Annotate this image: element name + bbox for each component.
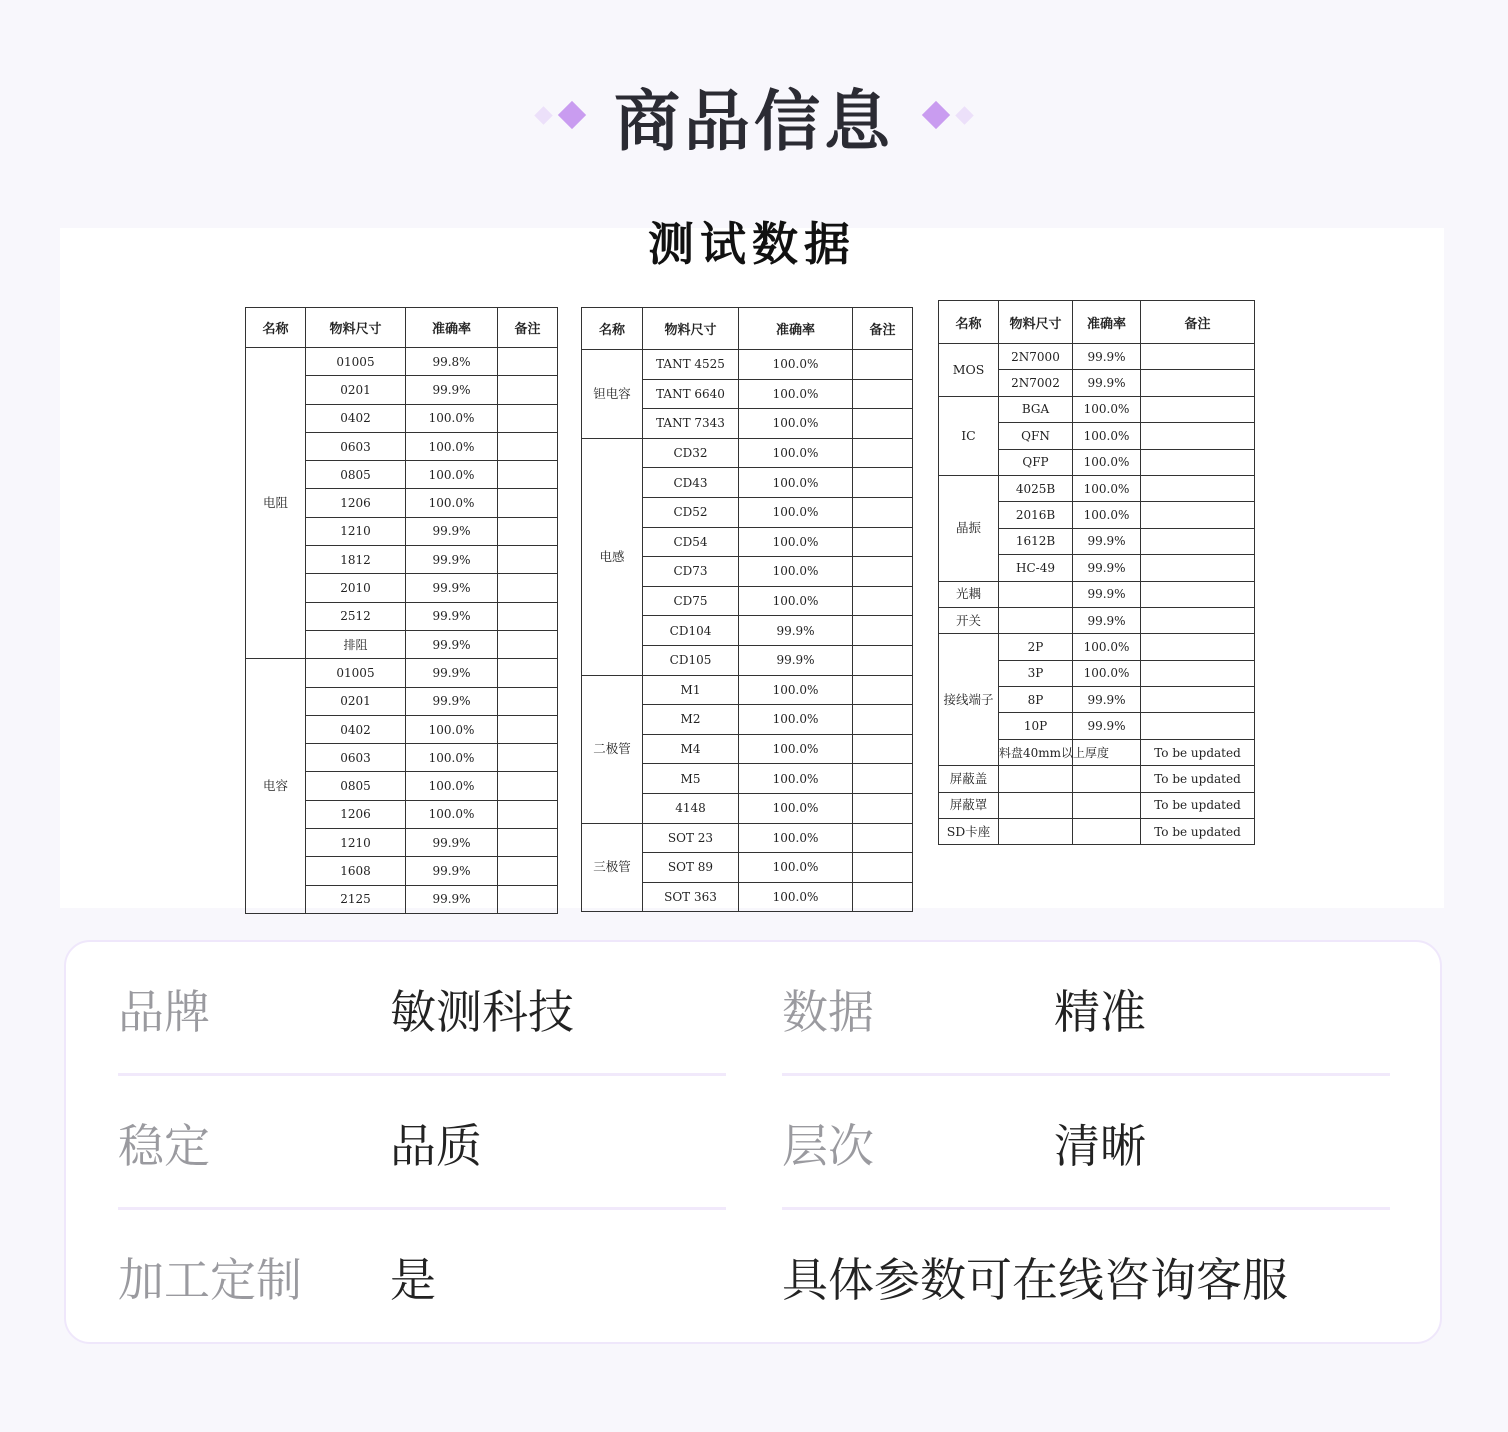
diamond-decoration-icon — [922, 101, 950, 129]
remark-cell — [1141, 634, 1255, 660]
diamond-decoration-icon — [955, 106, 973, 124]
remark-cell — [853, 409, 913, 439]
remark-cell — [853, 379, 913, 409]
test-data-table-3 — [938, 300, 1255, 845]
table-row — [582, 350, 913, 380]
accuracy-cell: 100.0% — [739, 853, 853, 883]
product-info-card — [64, 940, 1442, 1344]
remark-cell — [498, 546, 558, 574]
remark-cell — [1141, 555, 1255, 581]
size-cell: 0402 — [306, 404, 406, 432]
size-cell: 2512 — [306, 602, 406, 630]
remark-cell — [498, 687, 558, 715]
size-cell: 2016B — [999, 502, 1073, 528]
size-cell: 01005 — [306, 659, 406, 687]
remark-cell — [1141, 660, 1255, 686]
table-row — [246, 348, 558, 376]
size-cell: 1206 — [306, 489, 406, 517]
column-header: 物料尺寸 — [999, 301, 1073, 344]
accuracy-cell: 99.9% — [739, 616, 853, 646]
accuracy-cell: 99.9% — [406, 829, 498, 857]
remark-cell — [1141, 475, 1255, 501]
accuracy-cell: 99.8% — [406, 348, 498, 376]
size-cell: SOT 23 — [643, 823, 739, 853]
test-data-table-1 — [245, 307, 558, 914]
accuracy-cell: 100.0% — [1073, 449, 1141, 475]
data-value: 精准 — [1054, 985, 1146, 1039]
remark-cell — [853, 557, 913, 587]
size-cell: 1210 — [306, 517, 406, 545]
column-header: 名称 — [246, 308, 306, 348]
remark-cell — [498, 800, 558, 828]
brand-label: 品牌 — [118, 985, 210, 1039]
accuracy-cell: 99.9% — [406, 546, 498, 574]
column-header: 准确率 — [406, 308, 498, 348]
size-cell: 01005 — [306, 348, 406, 376]
remark-cell — [853, 882, 913, 912]
size-cell: 0603 — [306, 432, 406, 460]
size-cell: CD52 — [643, 497, 739, 527]
size-cell: 2125 — [306, 885, 406, 913]
accuracy-cell: 100.0% — [739, 468, 853, 498]
header-row — [939, 301, 1255, 344]
accuracy-cell: 100.0% — [1073, 660, 1141, 686]
accuracy-cell: 100.0% — [739, 793, 853, 823]
accuracy-cell: 99.9% — [406, 517, 498, 545]
size-cell: CD43 — [643, 468, 739, 498]
remark-cell — [1141, 502, 1255, 528]
remark-cell — [853, 468, 913, 498]
accuracy-cell: 100.0% — [406, 489, 498, 517]
size-cell: 0603 — [306, 744, 406, 772]
remark-cell — [853, 350, 913, 380]
remark-cell — [853, 438, 913, 468]
remark-cell — [1141, 713, 1255, 739]
custom-value: 是 — [390, 1253, 436, 1307]
column-header: 物料尺寸 — [643, 308, 739, 350]
size-cell: 1608 — [306, 857, 406, 885]
remark-cell — [498, 432, 558, 460]
accuracy-cell: 99.9% — [406, 687, 498, 715]
accuracy-cell: 100.0% — [739, 586, 853, 616]
remark-cell — [853, 645, 913, 675]
table-row — [939, 344, 1255, 370]
accuracy-cell: 99.9% — [406, 885, 498, 913]
accuracy-cell: 99.9% — [1073, 528, 1141, 554]
accuracy-cell: 99.9% — [406, 659, 498, 687]
remark-cell — [1141, 370, 1255, 396]
size-cell — [999, 581, 1073, 607]
table-row — [939, 792, 1255, 818]
remark-cell — [1141, 396, 1255, 422]
size-cell: 2N7000 — [999, 344, 1073, 370]
category-cell: 晶振 — [939, 475, 999, 581]
size-cell: HC-49 — [999, 555, 1073, 581]
level-value: 清晰 — [1054, 1119, 1146, 1173]
accuracy-cell: 100.0% — [739, 350, 853, 380]
test-data-image — [60, 217, 1444, 908]
size-cell — [999, 792, 1073, 818]
table-row — [939, 766, 1255, 792]
size-cell: M5 — [643, 764, 739, 794]
remark-cell — [498, 885, 558, 913]
remark-cell — [853, 853, 913, 883]
accuracy-cell: 100.0% — [739, 823, 853, 853]
accuracy-cell: 99.9% — [1073, 607, 1141, 633]
remark-cell — [498, 659, 558, 687]
category-cell: MOS — [939, 344, 999, 397]
category-cell: 电感 — [582, 438, 643, 675]
test-data-table-2 — [581, 307, 913, 912]
accuracy-cell: 99.9% — [1073, 713, 1141, 739]
category-cell: 钽电容 — [582, 350, 643, 439]
accuracy-cell: 99.9% — [406, 376, 498, 404]
size-cell: CD105 — [643, 645, 739, 675]
remark-cell — [498, 744, 558, 772]
category-cell: 接线端子 — [939, 634, 999, 766]
size-cell: 0402 — [306, 715, 406, 743]
accuracy-cell: 99.9% — [406, 602, 498, 630]
size-cell: 1210 — [306, 829, 406, 857]
accuracy-cell: 100.0% — [406, 772, 498, 800]
column-header: 备注 — [498, 308, 558, 348]
category-cell: 二极管 — [582, 675, 643, 823]
remark-cell — [853, 527, 913, 557]
category-cell: 光耦 — [939, 581, 999, 607]
table-row — [582, 823, 913, 853]
size-cell: 4148 — [643, 793, 739, 823]
remark-cell — [853, 586, 913, 616]
category-cell: 电容 — [246, 659, 306, 914]
remark-cell — [498, 857, 558, 885]
size-cell: SOT 89 — [643, 853, 739, 883]
accuracy-cell: 100.0% — [739, 497, 853, 527]
table-row — [939, 396, 1255, 422]
accuracy-cell: 100.0% — [739, 557, 853, 587]
info-row-brand — [118, 942, 726, 1076]
table-row — [246, 659, 558, 687]
remark-cell — [853, 616, 913, 646]
remark-cell — [498, 489, 558, 517]
size-cell: M2 — [643, 705, 739, 735]
accuracy-cell: 99.9% — [406, 857, 498, 885]
remark-cell — [1141, 581, 1255, 607]
accuracy-cell: 99.9% — [1073, 581, 1141, 607]
remark-cell — [498, 348, 558, 376]
remark-cell — [498, 376, 558, 404]
header-row — [246, 308, 558, 348]
test-data-title: 测试数据 — [648, 217, 856, 271]
remark-cell — [1141, 344, 1255, 370]
size-cell: 3P — [999, 660, 1073, 686]
custom-label: 加工定制 — [118, 1253, 302, 1307]
accuracy-cell: 99.9% — [1073, 555, 1141, 581]
remark-cell — [853, 675, 913, 705]
remark-cell — [1141, 423, 1255, 449]
remark-cell — [853, 823, 913, 853]
column-header: 备注 — [853, 308, 913, 350]
column-header: 物料尺寸 — [306, 308, 406, 348]
category-cell: 屏蔽罩 — [939, 792, 999, 818]
info-row-custom — [118, 1210, 726, 1344]
size-cell: 0805 — [306, 772, 406, 800]
size-cell: TANT 7343 — [643, 409, 739, 439]
size-cell: M1 — [643, 675, 739, 705]
table-row — [582, 438, 913, 468]
size-cell: QFN — [999, 423, 1073, 449]
accuracy-cell — [1073, 766, 1141, 792]
accuracy-cell — [1073, 819, 1141, 845]
accuracy-cell: 99.9% — [406, 630, 498, 658]
accuracy-cell: 100.0% — [406, 461, 498, 489]
remark-cell — [853, 497, 913, 527]
brand-value: 敏测科技 — [390, 985, 574, 1039]
remark-cell — [498, 404, 558, 432]
table-row — [939, 819, 1255, 845]
diamond-decoration-icon — [558, 101, 586, 129]
size-cell: CD54 — [643, 527, 739, 557]
accuracy-cell: 100.0% — [406, 432, 498, 460]
remark-cell — [1141, 528, 1255, 554]
accuracy-cell: 100.0% — [406, 715, 498, 743]
accuracy-cell: 100.0% — [739, 764, 853, 794]
accuracy-cell: 100.0% — [739, 734, 853, 764]
remark-cell — [498, 461, 558, 489]
size-cell: CD32 — [643, 438, 739, 468]
stable-value: 品质 — [390, 1119, 482, 1173]
category-cell: 开关 — [939, 607, 999, 633]
table-row — [939, 475, 1255, 501]
remark-cell — [498, 772, 558, 800]
table-row — [939, 607, 1255, 633]
remark-cell — [853, 793, 913, 823]
remark-cell — [498, 630, 558, 658]
column-header: 准确率 — [739, 308, 853, 350]
remark-cell — [1141, 449, 1255, 475]
category-cell: 电阻 — [246, 348, 306, 659]
size-cell: 1612B — [999, 528, 1073, 554]
accuracy-cell: 100.0% — [739, 675, 853, 705]
size-cell: 1812 — [306, 546, 406, 574]
accuracy-cell: 100.0% — [406, 404, 498, 432]
remark-cell — [853, 764, 913, 794]
accuracy-cell: 100.0% — [1073, 634, 1141, 660]
size-cell: 1206 — [306, 800, 406, 828]
size-cell: 2010 — [306, 574, 406, 602]
table-row — [582, 675, 913, 705]
size-cell: CD104 — [643, 616, 739, 646]
accuracy-cell: 100.0% — [739, 379, 853, 409]
size-cell: 2N7002 — [999, 370, 1073, 396]
remark-cell: To be updated — [1141, 766, 1255, 792]
accuracy-cell — [1073, 792, 1141, 818]
remark-cell — [853, 734, 913, 764]
remark-cell — [853, 705, 913, 735]
accuracy-cell: 99.9% — [1073, 344, 1141, 370]
section-header — [0, 60, 1508, 170]
size-cell: 0805 — [306, 461, 406, 489]
size-cell: QFP — [999, 449, 1073, 475]
size-cell: 8P — [999, 687, 1073, 713]
size-cell: 0201 — [306, 687, 406, 715]
size-cell — [999, 607, 1073, 633]
consult-note: 具体参数可在线咨询客服 — [782, 1253, 1288, 1307]
section-title: 商品信息 — [614, 82, 894, 160]
size-cell: CD73 — [643, 557, 739, 587]
size-cell: TANT 4525 — [643, 350, 739, 380]
remark-cell: To be updated — [1141, 739, 1255, 765]
accuracy-cell: 99.9% — [1073, 370, 1141, 396]
accuracy-cell: 99.9% — [739, 645, 853, 675]
column-header: 名称 — [582, 308, 643, 350]
remark-cell — [498, 574, 558, 602]
size-cell: CD75 — [643, 586, 739, 616]
accuracy-cell: 100.0% — [739, 527, 853, 557]
data-label: 数据 — [782, 985, 874, 1039]
accuracy-cell: 99.9% — [406, 574, 498, 602]
category-cell: SD卡座 — [939, 819, 999, 845]
category-cell: 屏蔽盖 — [939, 766, 999, 792]
remark-cell — [1141, 607, 1255, 633]
size-cell — [999, 766, 1073, 792]
remark-cell — [498, 715, 558, 743]
divider — [782, 1207, 1390, 1210]
category-cell: 三极管 — [582, 823, 643, 912]
info-row-stable — [118, 1076, 726, 1210]
remark-cell — [498, 829, 558, 857]
accuracy-cell: 100.0% — [1073, 475, 1141, 501]
diamond-decoration-icon — [534, 106, 552, 124]
header-row — [582, 308, 913, 350]
remark-cell — [498, 517, 558, 545]
remark-cell — [1141, 687, 1255, 713]
info-row-data — [782, 942, 1390, 1076]
accuracy-cell: 100.0% — [739, 409, 853, 439]
size-cell: 2P — [999, 634, 1073, 660]
level-label: 层次 — [782, 1119, 874, 1173]
accuracy-cell: 100.0% — [1073, 502, 1141, 528]
size-cell: 10P — [999, 713, 1073, 739]
accuracy-cell: 99.9% — [1073, 687, 1141, 713]
accuracy-cell: 100.0% — [739, 882, 853, 912]
column-header: 准确率 — [1073, 301, 1141, 344]
size-cell: M4 — [643, 734, 739, 764]
size-cell: 排阻 — [306, 630, 406, 658]
size-cell: SOT 363 — [643, 882, 739, 912]
accuracy-cell: 100.0% — [739, 438, 853, 468]
size-cell: BGA — [999, 396, 1073, 422]
table-row — [939, 581, 1255, 607]
category-cell: IC — [939, 396, 999, 475]
stable-label: 稳定 — [118, 1119, 210, 1173]
accuracy-cell: 100.0% — [739, 705, 853, 735]
size-cell: 料盘40mm以上厚度 — [999, 739, 1073, 765]
remark-cell: To be updated — [1141, 819, 1255, 845]
accuracy-cell: 100.0% — [1073, 396, 1141, 422]
accuracy-cell: 100.0% — [406, 800, 498, 828]
accuracy-cell: 100.0% — [406, 744, 498, 772]
table-row — [939, 634, 1255, 660]
size-cell: 4025B — [999, 475, 1073, 501]
size-cell — [999, 819, 1073, 845]
accuracy-cell: 100.0% — [1073, 423, 1141, 449]
info-row-level — [782, 1076, 1390, 1210]
size-cell: 0201 — [306, 376, 406, 404]
size-cell: TANT 6640 — [643, 379, 739, 409]
remark-cell — [498, 602, 558, 630]
column-header: 备注 — [1141, 301, 1255, 344]
remark-cell: To be updated — [1141, 792, 1255, 818]
column-header: 名称 — [939, 301, 999, 344]
